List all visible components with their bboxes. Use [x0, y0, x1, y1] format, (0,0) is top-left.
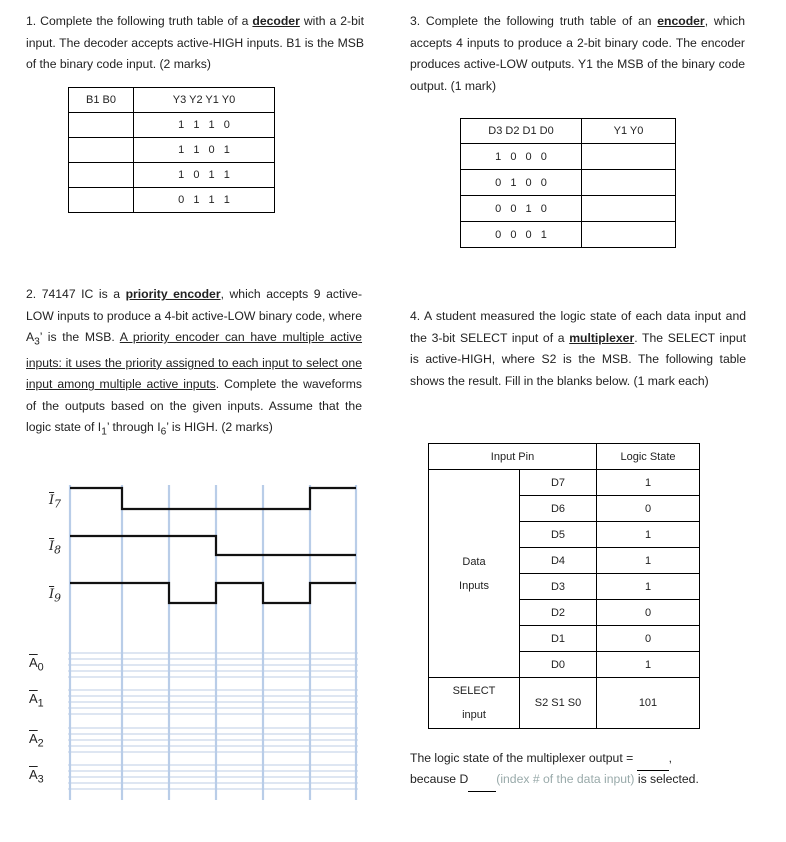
mux-select-label: SELECT input: [429, 678, 520, 729]
q3-prefix: 3. Complete the following truth table of an: [410, 14, 658, 28]
input-label-i7: $\overline{I}_7$: [49, 493, 62, 511]
mux-select-pins: S2 S1 S0: [520, 678, 597, 729]
mux-pin: D4: [520, 548, 597, 574]
q2-text-c: ’ is the MSB.: [39, 330, 120, 344]
mux-pin: D0: [520, 652, 597, 678]
q1-suffix: with a 2-bit input. The decoder accepts active-HIGH inputs. B1 is the MSB of the binary code input. (2 marks): [26, 14, 364, 71]
decoder-header-output: Y3 Y2 Y1 Y0: [134, 88, 275, 113]
input-waveform-i9: [70, 583, 356, 603]
mux-pin: D7: [520, 470, 597, 496]
mux-state: 0: [597, 496, 700, 522]
encoder-input-cell: 0 0 0 1: [461, 222, 582, 248]
data-index-blank[interactable]: [468, 769, 496, 792]
mux-header-pin: Input Pin: [429, 444, 597, 470]
encoder-input-cell: 1 0 0 0: [461, 144, 582, 170]
q3-keyword: encoder: [657, 14, 705, 28]
q4-line1-text: The logic state of the multiplexer output =: [410, 751, 634, 765]
q4-keyword: multiplexer: [569, 330, 635, 345]
q2-text-f: ’ is HIGH. (2 marks): [166, 420, 273, 435]
mux-output-blank[interactable]: [637, 748, 669, 771]
input-waveform-i8: [70, 536, 356, 555]
decoder-header-input: B1 B0: [69, 88, 134, 113]
q1-prefix: 1. Complete the following truth table of a: [26, 14, 253, 28]
q4-suffix: . The SELECT input is active-HIGH, where S2 is the MSB. The following table shows the result. Fill in the blanks below. (1 mark each): [410, 330, 746, 388]
decoder-output-cell: 1 1 0 1: [134, 138, 275, 163]
q4-answer-line-2: [410, 769, 750, 792]
output-label-a3: $\overline{A}_3$: [29, 767, 44, 786]
encoder-input-cell: 0 0 1 0: [461, 196, 582, 222]
input-label-i9: $\overline{I}_9$: [49, 587, 62, 605]
q4-line2-text-a: because D: [410, 772, 469, 786]
encoder-header-output: Y1 Y0: [582, 119, 676, 144]
mux-state: 1: [597, 548, 700, 574]
output-label-a0: $\overline{A}_0$: [29, 655, 44, 674]
q4-answer-line-1: The logic state of the multiplexer output = ,: [410, 748, 746, 771]
mux-pin: D3: [520, 574, 597, 600]
mux-state: 0: [597, 626, 700, 652]
input-waveform-i7: [70, 488, 356, 509]
q2-keyword: priority encoder: [125, 287, 221, 301]
q2-text-b: , which accepts 9 active-LOW inputs to produce a 4-bit active-LOW binary code, where A: [26, 287, 363, 344]
q2-underlined: A priority encoder can have multiple active inputs: it uses the priority assigned to each input to select one input among multiple active inputs: [26, 330, 363, 392]
q2-text-e: ’ through I: [106, 420, 161, 435]
q4-text: [410, 306, 746, 392]
q4-prefix: 4. A student measured the logic state of each data input and the 3-bit SELECT input of a: [410, 309, 746, 345]
mux-pin: D5: [520, 522, 597, 548]
decoder-output-cell: 0 1 1 1: [134, 188, 275, 213]
q2-sub3: 3: [34, 336, 40, 348]
q4-line2-hint: (index # of the data input): [496, 772, 635, 786]
mux-table: [428, 443, 700, 729]
input-label-i8: $\overline{I}_8$: [49, 539, 62, 557]
mux-header-state: Logic State: [597, 444, 700, 470]
mux-state: 1: [597, 574, 700, 600]
q2-text-d: . Complete the waveforms of the outputs based on the given inputs. Assume that the logic state of I: [26, 377, 362, 435]
mux-pin: D1: [520, 626, 597, 652]
q4-line2-text-b: is selected.: [634, 772, 699, 786]
q1-keyword: decoder: [252, 14, 300, 28]
mux-pin: D2: [520, 600, 597, 626]
mux-state: 1: [597, 522, 700, 548]
decoder-output-cell: 1 1 1 0: [134, 113, 275, 138]
encoder-input-cell: 0 1 0 0: [461, 170, 582, 196]
q2-sub1: 1: [101, 426, 107, 438]
output-label-a1: $\overline{A}_1$: [29, 691, 44, 710]
mux-state: 0: [597, 600, 700, 626]
output-label-a2: $\overline{A}_2$: [29, 731, 44, 750]
mux-select-state: 101: [597, 678, 700, 729]
q3-suffix: , which accepts 4 inputs to produce a 2-bit binary code. The encoder produces active-LOW outputs. Y1 the MSB of the binary code output. (1 mark): [410, 14, 745, 93]
mux-data-label: Data Inputs: [429, 470, 520, 678]
q2-sub6: 6: [160, 426, 167, 438]
mux-pin: D6: [520, 496, 597, 522]
mux-state: 1: [597, 470, 700, 496]
mux-state: 1: [597, 652, 700, 678]
decoder-output-cell: 1 0 1 1: [134, 163, 275, 188]
q2-text-a: 2. 74147 IC is a: [26, 287, 126, 301]
encoder-header-input: D3 D2 D1 D0: [461, 119, 582, 144]
